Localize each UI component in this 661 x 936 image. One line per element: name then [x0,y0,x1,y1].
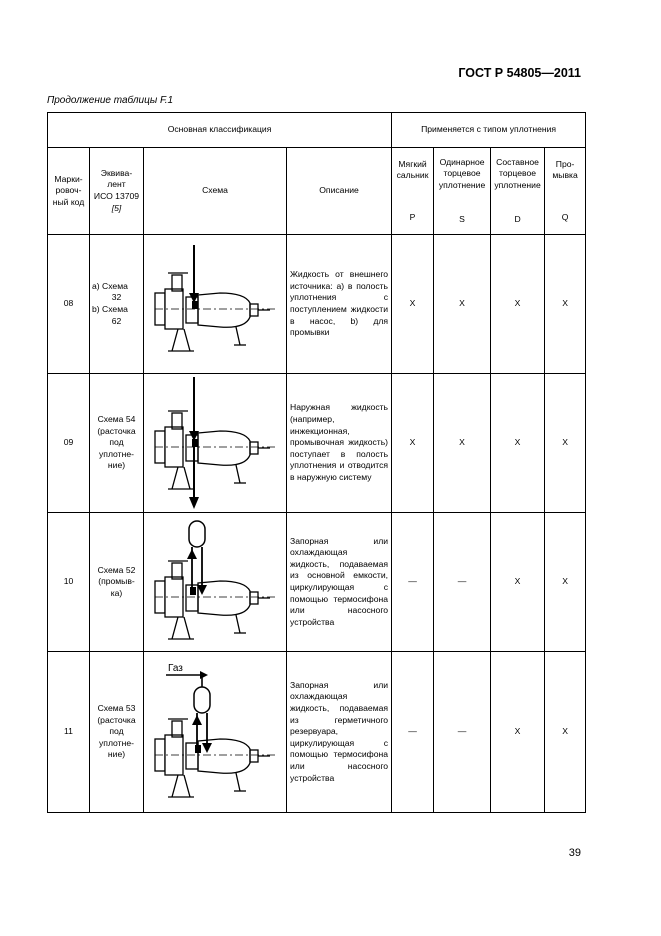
pump-scheme-10 [150,517,280,647]
mark-d: X [491,374,545,513]
scheme-diagram-08 [144,235,287,374]
scheme-column-header: Схема [144,148,287,235]
table-row [48,374,586,513]
row-description: Запорная или охлаждающая жидкость, подаваемая из основной емкости, циркулирующая с помощью термосифона или насосного устройства [287,513,392,652]
mark-s: X [434,374,491,513]
table-row [48,235,586,374]
seal-type-header: Применяется с типом уплотнения [392,113,586,148]
page-number: 39 [568,847,581,859]
mark-q: X [545,374,586,513]
mark-q: X [545,652,586,813]
mark-q: X [545,513,586,652]
pump-scheme-11 [150,657,280,807]
seal-type-p-header: Мягкий сальник P [392,148,434,235]
table-continuation-caption: Продолжение таблицы F.1 [47,95,174,106]
table-row [48,652,586,813]
row-equivalent: Схема 53 (расточка под уплотне- ние) [90,652,144,813]
pump-scheme-08 [150,243,280,365]
mark-s: X [434,235,491,374]
document-id: ГОСТ Р 54805—2011 [458,66,581,80]
gas-label: Газ [168,663,183,674]
row-equivalent: Схема 52 (промыв- ка) [90,513,144,652]
row-code: 10 [48,513,90,652]
mark-p: — [392,513,434,652]
scheme-diagram-10 [144,513,287,652]
seal-type-s-header: Одинарное торцевое уплотнение S [434,148,491,235]
row-equivalent: Схема 54 (расточка под уплотне- ние) [90,374,144,513]
scheme-diagram-11 [144,652,287,813]
row-description: Запорная или охлаждающая жидкость, подаваемая из герметичного резервуара, циркулирующая с помощью термосифона или насосного устройства [287,652,392,813]
mark-s: — [434,513,491,652]
row-description: Жидкость от внешнего источника: a) в полость уплотнения с поступлением жидкости в насос, b) для промывки [287,235,392,374]
mark-s: — [434,652,491,813]
classification-table [47,112,586,813]
mark-p: — [392,652,434,813]
mark-d: X [491,652,545,813]
pump-scheme-09 [150,375,280,511]
table-row [48,513,586,652]
mark-d: X [491,235,545,374]
row-code: 09 [48,374,90,513]
mark-p: X [392,374,434,513]
description-column-header: Описание [287,148,392,235]
mark-q: X [545,235,586,374]
mark-p: X [392,235,434,374]
seal-type-d-header: Составное торцевое уплотнение D [491,148,545,235]
main-classification-header: Основная классификация [48,113,392,148]
scheme-diagram-09 [144,374,287,513]
equivalent-column-header: Эквива- лент ИСО 13709 [5] [90,148,144,235]
code-column-header: Марки- ровоч- ный код [48,148,90,235]
row-code: 08 [48,235,90,374]
row-code: 11 [48,652,90,813]
row-description: Наружная жидкость (например, инжекционная, промывочная жидкость) поступает в полость уплотнения и отводится в наружную систему [287,374,392,513]
mark-d: X [491,513,545,652]
seal-type-q-header: Про- мывка Q [545,148,586,235]
row-equivalent: a) Схема 32 b) Схема 62 [90,235,144,374]
